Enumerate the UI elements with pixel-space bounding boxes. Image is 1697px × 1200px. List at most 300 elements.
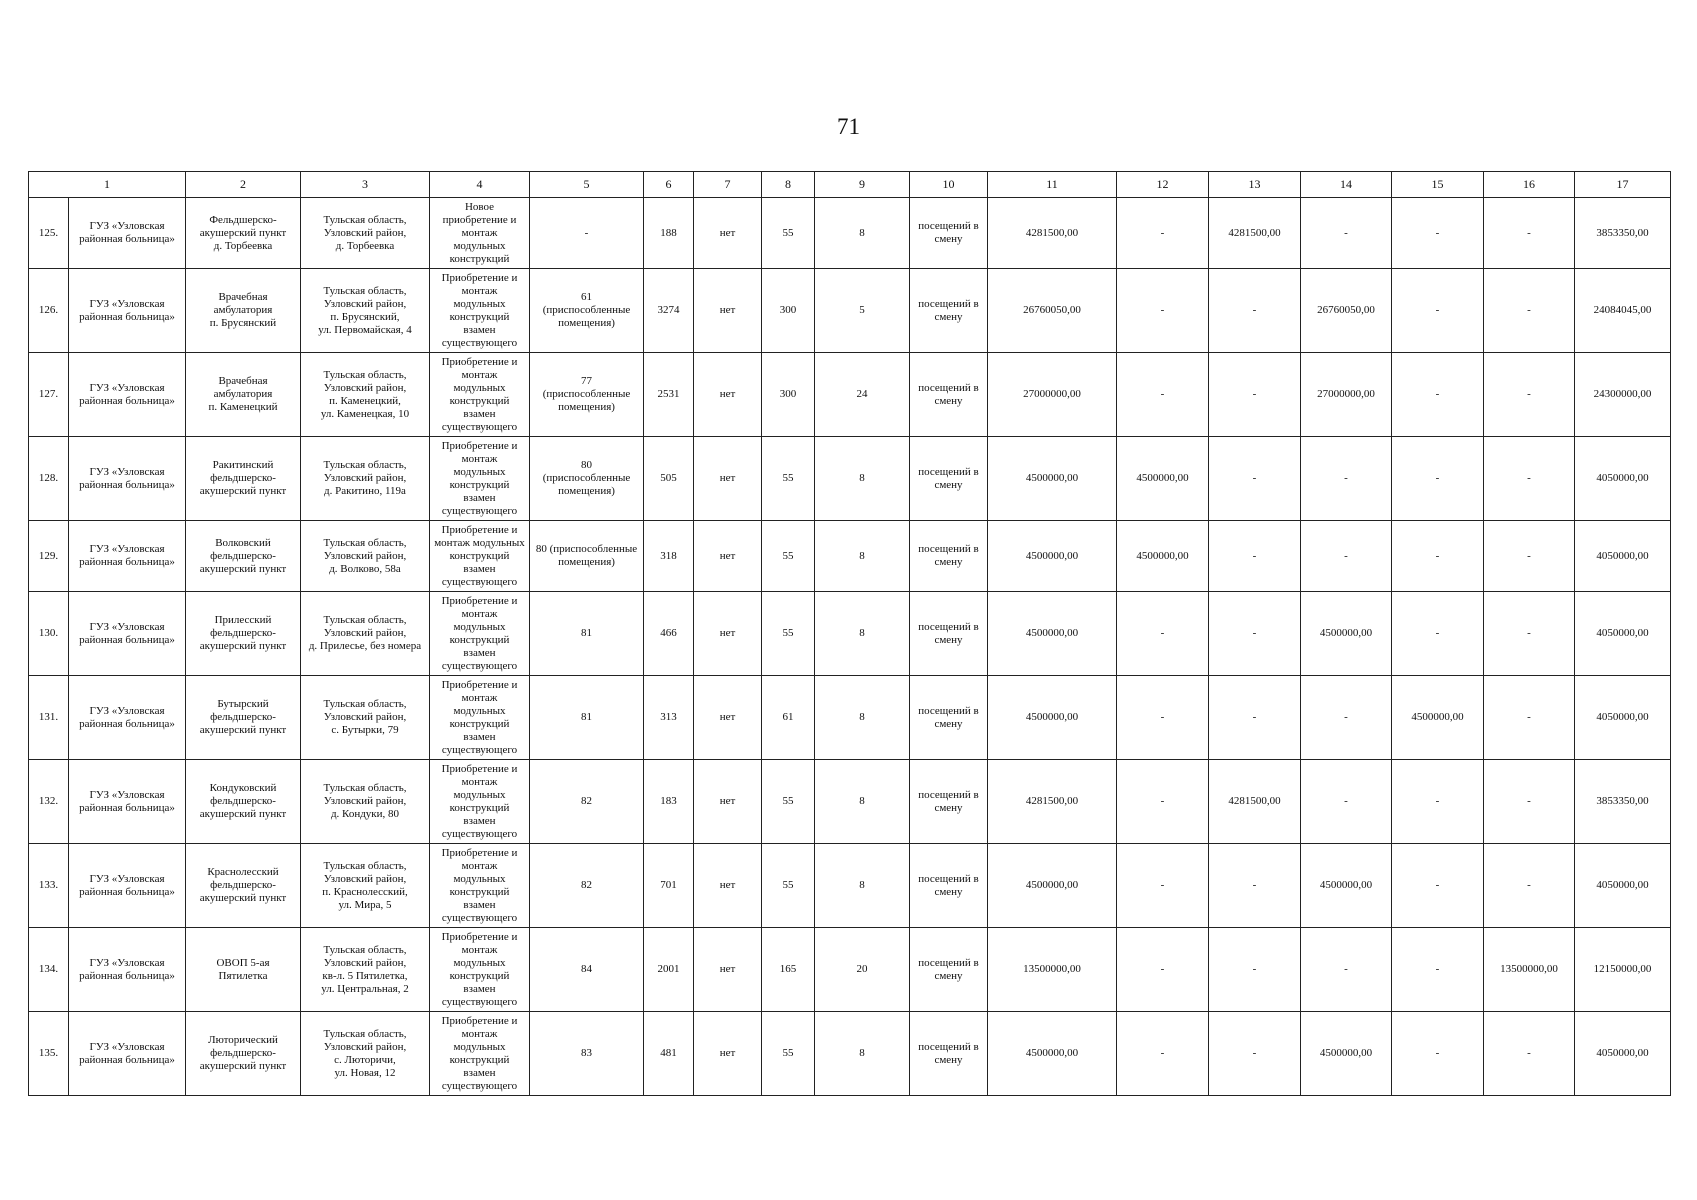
cell-text: ГУЗ «Узловская районная больница» — [79, 297, 175, 323]
col14-cell — [1301, 353, 1392, 437]
column-header: 12 — [1117, 172, 1209, 198]
cell-text: посещений в смену — [918, 543, 979, 568]
col9-cell — [815, 760, 910, 844]
cell-text: 55 — [782, 879, 794, 891]
table-row — [29, 1012, 1671, 1096]
cell-text: 3274 — [657, 304, 680, 316]
cell-text: 3853350,00 — [1596, 795, 1649, 807]
col8-cell — [762, 1012, 815, 1096]
col16-cell — [1484, 198, 1575, 269]
col7-cell — [694, 928, 762, 1012]
col6-cell — [644, 269, 694, 353]
cell-text: Прилесский фельдшерско- акушерский пункт — [199, 614, 287, 652]
cell-text: 80 (приспособленные помещения) — [535, 543, 638, 568]
facility-cell — [186, 521, 301, 592]
cell-text: 126. — [38, 304, 59, 316]
cell-text: 3853350,00 — [1596, 226, 1649, 239]
cell-text: 4281500,00 — [1228, 226, 1281, 239]
cell-text: - — [1252, 388, 1257, 400]
unit-cell — [910, 1012, 988, 1096]
cell-text: посещений в смену — [918, 381, 979, 407]
cell-text: 55 — [782, 1047, 794, 1059]
address-cell — [301, 928, 430, 1012]
col12-cell — [1117, 676, 1209, 760]
cell-text: нет — [719, 963, 736, 975]
col9-cell — [815, 521, 910, 592]
col13-cell — [1209, 1012, 1301, 1096]
col14-cell — [1301, 928, 1392, 1012]
cell-text: - — [1344, 711, 1348, 723]
row-number — [29, 1012, 69, 1096]
row-number — [29, 592, 69, 676]
cell-text: 132. — [38, 795, 59, 807]
col9-cell — [815, 198, 910, 269]
col12-cell — [1117, 353, 1209, 437]
unit-cell — [910, 592, 988, 676]
cell-text: нет — [719, 304, 736, 316]
organization-cell — [69, 844, 186, 928]
address-cell — [301, 760, 430, 844]
cell-text: 4500000,00 — [1136, 549, 1189, 562]
cell-text: 4500000,00 — [1136, 472, 1189, 484]
col15-cell — [1392, 760, 1484, 844]
col12-cell — [1117, 269, 1209, 353]
column-header: 14 — [1301, 172, 1392, 198]
address-cell — [301, 844, 430, 928]
cell-text: 27000000,00 — [1023, 388, 1081, 400]
work-type-cell — [430, 437, 530, 521]
col14-cell — [1301, 198, 1392, 269]
cell-text: 81 — [581, 627, 592, 639]
cell-text: нет — [719, 472, 736, 484]
cell-text: 24084045,00 — [1593, 304, 1652, 316]
col16-cell — [1484, 353, 1575, 437]
cell-text: ГУЗ «Узловская районная больница» — [79, 956, 175, 982]
unit-cell — [910, 198, 988, 269]
col8-cell — [762, 676, 815, 760]
row-number — [29, 437, 69, 521]
col13-cell — [1209, 592, 1301, 676]
facility-cell — [186, 928, 301, 1012]
cell-text: - — [1435, 388, 1440, 400]
cell-text: посещений в смену — [918, 1040, 979, 1066]
cell-text: Приобретение и монтаж модульных конструкций взамен существующего — [441, 439, 518, 517]
unit-cell — [910, 760, 988, 844]
col17-cell — [1575, 521, 1671, 592]
cell-text: 4500000,00 — [1025, 879, 1079, 891]
col12-cell — [1117, 198, 1209, 269]
cell-text: 188 — [660, 226, 677, 239]
col6-cell — [644, 676, 694, 760]
cell-text: 55 — [782, 226, 794, 239]
col13-cell — [1209, 760, 1301, 844]
col9-cell — [815, 676, 910, 760]
col11-cell — [988, 198, 1117, 269]
col7-cell — [694, 198, 762, 269]
address-cell — [301, 198, 430, 269]
column-header: 6 — [644, 172, 694, 198]
cell-text: - — [1344, 795, 1348, 807]
table-row — [29, 437, 1671, 521]
col6-cell — [644, 198, 694, 269]
column-number-row — [29, 172, 1671, 198]
row-number — [29, 269, 69, 353]
facility-cell — [186, 592, 301, 676]
col7-cell — [694, 521, 762, 592]
row-number — [29, 760, 69, 844]
cell-text: нет — [719, 879, 736, 891]
cell-text: 4281500,00 — [1025, 795, 1079, 807]
work-type-cell — [430, 928, 530, 1012]
cell-text: 5 — [859, 304, 865, 316]
cell-text: - — [1160, 879, 1165, 891]
col9-cell — [815, 844, 910, 928]
facility-cell — [186, 1012, 301, 1096]
cell-text: 128. — [38, 472, 59, 484]
column-header: 15 — [1392, 172, 1484, 198]
facility-cell — [186, 353, 301, 437]
cell-text: 466 — [660, 627, 677, 639]
area-cell — [530, 928, 644, 1012]
cell-text: Приобретение и монтаж модульных конструкций взамен существующего — [441, 594, 518, 672]
cell-text: - — [1435, 963, 1440, 975]
col17-cell — [1575, 676, 1671, 760]
cell-text: 13500000,00 — [1023, 963, 1081, 975]
cell-text: Приобретение и монтаж модульных конструкций взамен существующего — [434, 523, 525, 588]
cell-text: - — [1160, 963, 1165, 975]
cell-text: - — [1252, 711, 1257, 723]
area-cell — [530, 437, 644, 521]
work-type-cell — [430, 198, 530, 269]
cell-text: посещений в смену — [918, 220, 979, 245]
cell-text: - — [1435, 879, 1440, 891]
area-cell — [530, 592, 644, 676]
cell-text: 83 — [581, 1047, 592, 1059]
col17-cell — [1575, 928, 1671, 1012]
cell-text: ОВОП 5-ая Пятилетка — [216, 956, 270, 982]
cell-text: 4500000,00 — [1025, 1047, 1079, 1059]
unit-cell — [910, 844, 988, 928]
registry-table — [28, 171, 1671, 1096]
cell-text: посещений в смену — [918, 788, 979, 814]
cell-text: посещений в смену — [918, 465, 979, 491]
table-row — [29, 928, 1671, 1012]
col11-cell — [988, 592, 1117, 676]
cell-text: - — [1527, 388, 1531, 400]
cell-text: - — [1252, 472, 1257, 484]
cell-text: Фельдшерско- акушерский пункт д. Торбеевка — [199, 213, 287, 252]
cell-text: 4500000,00 — [1319, 1047, 1373, 1059]
cell-text: Приобретение и монтаж модульных конструкций взамен существующего — [441, 355, 518, 433]
facility-cell — [186, 198, 301, 269]
facility-cell — [186, 437, 301, 521]
col7-cell — [694, 844, 762, 928]
cell-text: Новое приобретение и монтаж модульных конструкций — [442, 200, 517, 265]
col16-cell — [1484, 760, 1575, 844]
organization-cell — [69, 521, 186, 592]
col11-cell — [988, 353, 1117, 437]
col7-cell — [694, 269, 762, 353]
cell-text: 4050000,00 — [1596, 627, 1649, 639]
col13-cell — [1209, 844, 1301, 928]
cell-text: 81 — [581, 711, 592, 723]
row-number — [29, 521, 69, 592]
cell-text: 2001 — [657, 963, 680, 975]
col14-cell — [1301, 1012, 1392, 1096]
col9-cell — [815, 437, 910, 521]
column-header: 5 — [530, 172, 644, 198]
work-type-cell — [430, 1012, 530, 1096]
organization-cell — [69, 592, 186, 676]
cell-text: Краснолесский фельдшерско- акушерский пункт — [199, 866, 287, 904]
cell-text: Приобретение и монтаж модульных конструкций взамен существующего — [441, 930, 518, 1008]
cell-text: Приобретение и монтаж модульных конструкций взамен существующего — [441, 762, 518, 840]
cell-text: Тульская область, Узловский район, с. Люторичи, ул. Новая, 12 — [323, 1027, 407, 1079]
cell-text: Врачебная амбулатория п. Брусянский — [209, 291, 277, 329]
cell-text: - — [1527, 226, 1531, 239]
cell-text: 165 — [779, 963, 797, 975]
cell-text: Тульская область, Узловский район, п. Каменецкий, ул. Каменецкая, 10 — [320, 368, 410, 420]
cell-text: 300 — [779, 388, 797, 400]
cell-text: - — [1160, 388, 1165, 400]
cell-text: 4050000,00 — [1596, 711, 1649, 723]
cell-text: нет — [719, 711, 736, 723]
cell-text: 183 — [660, 795, 677, 807]
cell-text: 131. — [38, 711, 59, 723]
cell-text: 80 (приспособленные помещения) — [542, 459, 631, 497]
column-header: 11 — [988, 172, 1117, 198]
col17-cell — [1575, 437, 1671, 521]
area-cell — [530, 844, 644, 928]
col8-cell — [762, 521, 815, 592]
cell-text: - — [1160, 226, 1165, 239]
cell-text: Люторический фельдшерско- акушерский пункт — [199, 1034, 287, 1072]
col15-cell — [1392, 928, 1484, 1012]
cell-text: 701 — [660, 879, 677, 891]
cell-text: нет — [719, 549, 736, 562]
cell-text: 4050000,00 — [1596, 549, 1649, 562]
column-header: 4 — [430, 172, 530, 198]
cell-text: 4050000,00 — [1596, 1047, 1649, 1059]
cell-text: нет — [719, 226, 736, 239]
cell-text: - — [1252, 1047, 1257, 1059]
address-cell — [301, 676, 430, 760]
unit-cell — [910, 437, 988, 521]
cell-text: - — [1252, 879, 1257, 891]
col17-cell — [1575, 198, 1671, 269]
cell-text: Тульская область, Узловский район, д. Торбеевка — [323, 213, 407, 252]
col8-cell — [762, 269, 815, 353]
cell-text: - — [1252, 627, 1257, 639]
cell-text: - — [1435, 304, 1440, 316]
cell-text: 55 — [782, 627, 794, 639]
cell-text: 4281500,00 — [1025, 226, 1079, 239]
table-row — [29, 676, 1671, 760]
column-header: 13 — [1209, 172, 1301, 198]
unit-cell — [910, 676, 988, 760]
row-number — [29, 928, 69, 1012]
cell-text: 27000000,00 — [1317, 388, 1375, 400]
col9-cell — [815, 353, 910, 437]
col16-cell — [1484, 928, 1575, 1012]
cell-text: - — [1435, 549, 1440, 562]
cell-text: нет — [719, 795, 736, 807]
col12-cell — [1117, 844, 1209, 928]
cell-text: - — [1527, 795, 1531, 807]
col16-cell — [1484, 269, 1575, 353]
organization-cell — [69, 928, 186, 1012]
col11-cell — [988, 844, 1117, 928]
column-header: 16 — [1484, 172, 1575, 198]
cell-text: 77 (приспособленные помещения) — [542, 375, 631, 413]
cell-text: посещений в смену — [918, 872, 979, 898]
col17-cell — [1575, 592, 1671, 676]
col7-cell — [694, 592, 762, 676]
col11-cell — [988, 521, 1117, 592]
col14-cell — [1301, 844, 1392, 928]
cell-text: Волковский фельдшерско- акушерский пункт — [199, 536, 287, 575]
organization-cell — [69, 676, 186, 760]
col8-cell — [762, 353, 815, 437]
cell-text: - — [1527, 304, 1531, 316]
cell-text: - — [1527, 627, 1531, 639]
cell-text: 481 — [660, 1047, 677, 1059]
cell-text: 24 — [856, 388, 868, 400]
col11-cell — [988, 676, 1117, 760]
cell-text: ГУЗ «Узловская районная больница» — [79, 872, 175, 898]
column-header: 2 — [186, 172, 301, 198]
col11-cell — [988, 760, 1117, 844]
col9-cell — [815, 592, 910, 676]
col17-cell — [1575, 844, 1671, 928]
table-row — [29, 198, 1671, 269]
col16-cell — [1484, 437, 1575, 521]
organization-cell — [69, 353, 186, 437]
unit-cell — [910, 928, 988, 1012]
area-cell — [530, 269, 644, 353]
facility-cell — [186, 760, 301, 844]
col15-cell — [1392, 1012, 1484, 1096]
cell-text: Тульская область, Узловский район, д. Прилесье, без номера — [308, 614, 422, 652]
col7-cell — [694, 676, 762, 760]
cell-text: 55 — [782, 795, 794, 807]
cell-text: Ракитинский фельдшерско- акушерский пункт — [199, 459, 287, 497]
cell-text: 4050000,00 — [1596, 472, 1649, 484]
cell-text: 24300000,00 — [1593, 388, 1652, 400]
table-row — [29, 269, 1671, 353]
address-cell — [301, 353, 430, 437]
cell-text: - — [1160, 711, 1165, 723]
col16-cell — [1484, 592, 1575, 676]
facility-cell — [186, 676, 301, 760]
cell-text: 8 — [859, 879, 865, 891]
cell-text: - — [1252, 549, 1257, 562]
col13-cell — [1209, 269, 1301, 353]
cell-text: 8 — [859, 1047, 865, 1059]
cell-text: 318 — [660, 549, 677, 562]
cell-text: 8 — [859, 472, 865, 484]
col13-cell — [1209, 198, 1301, 269]
facility-cell — [186, 269, 301, 353]
cell-text: посещений в смену — [918, 956, 979, 982]
col11-cell — [988, 928, 1117, 1012]
cell-text: 61 — [782, 711, 794, 723]
cell-text: 13500000,00 — [1500, 963, 1558, 975]
cell-text: 55 — [782, 472, 794, 484]
table-row — [29, 521, 1671, 592]
col8-cell — [762, 928, 815, 1012]
col7-cell — [694, 353, 762, 437]
cell-text: 135. — [38, 1047, 59, 1059]
cell-text: ГУЗ «Узловская районная больница» — [79, 620, 175, 646]
cell-text: - — [1252, 304, 1257, 316]
cell-text: ГУЗ «Узловская районная больница» — [79, 543, 175, 568]
col17-cell — [1575, 760, 1671, 844]
address-cell — [301, 437, 430, 521]
area-cell — [530, 353, 644, 437]
col8-cell — [762, 437, 815, 521]
col6-cell — [644, 353, 694, 437]
cell-text: - — [1344, 549, 1348, 562]
organization-cell — [69, 437, 186, 521]
cell-text: 4500000,00 — [1025, 627, 1079, 639]
cell-text: посещений в смену — [918, 297, 979, 323]
cell-text: - — [1344, 472, 1348, 484]
unit-cell — [910, 353, 988, 437]
work-type-cell — [430, 353, 530, 437]
cell-text: - — [1252, 963, 1257, 975]
col7-cell — [694, 1012, 762, 1096]
organization-cell — [69, 269, 186, 353]
cell-text: 55 — [782, 549, 794, 562]
cell-text: - — [1435, 226, 1440, 239]
col13-cell — [1209, 521, 1301, 592]
cell-text: 133. — [38, 879, 59, 891]
cell-text: - — [1435, 627, 1440, 639]
area-cell — [530, 198, 644, 269]
col6-cell — [644, 521, 694, 592]
cell-text: Бутырский фельдшерско- акушерский пункт — [199, 698, 287, 736]
cell-text: 4500000,00 — [1319, 879, 1373, 891]
table-row — [29, 760, 1671, 844]
cell-text: - — [1344, 963, 1348, 975]
col12-cell — [1117, 1012, 1209, 1096]
col14-cell — [1301, 521, 1392, 592]
column-header: 7 — [694, 172, 762, 198]
cell-text: 127. — [38, 388, 59, 400]
cell-text: ГУЗ «Узловская районная больница» — [79, 465, 175, 491]
unit-cell — [910, 269, 988, 353]
cell-text: посещений в смену — [918, 620, 979, 646]
work-type-cell — [430, 844, 530, 928]
unit-cell — [910, 521, 988, 592]
cell-text: Приобретение и монтаж модульных конструкций взамен существующего — [441, 1014, 518, 1092]
cell-text: 8 — [859, 627, 865, 639]
cell-text: - — [1527, 549, 1531, 562]
organization-cell — [69, 198, 186, 269]
col6-cell — [644, 844, 694, 928]
col8-cell — [762, 592, 815, 676]
cell-text: Врачебная амбулатория п. Каменецкий — [208, 375, 278, 413]
cell-text: Тульская область, Узловский район, д. Ракитино, 119а — [323, 459, 407, 497]
work-type-cell — [430, 521, 530, 592]
col12-cell — [1117, 521, 1209, 592]
cell-text: 313 — [660, 711, 677, 723]
col6-cell — [644, 592, 694, 676]
cell-text: 4500000,00 — [1319, 627, 1373, 639]
row-number — [29, 676, 69, 760]
col14-cell — [1301, 676, 1392, 760]
